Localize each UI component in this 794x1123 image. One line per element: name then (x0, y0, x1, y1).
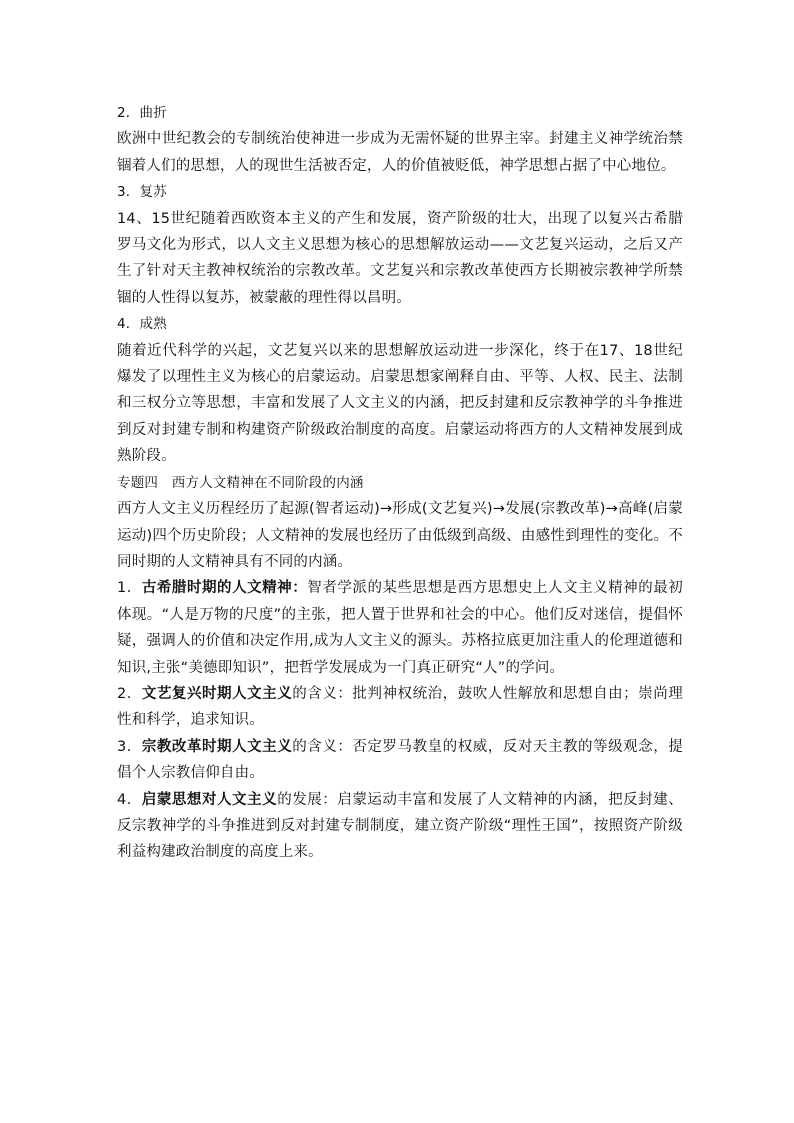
item-number: 3． (117, 738, 142, 755)
item-text: 的发展：启蒙运动丰富和发展了人文精神的内涵，把反封建、反宗教神学的斗争推进到反对封建专制制度，建立资产阶级“理性王国”，按照资产阶级利益构建政治制度的高度上来。 (117, 791, 683, 861)
section-heading-twists: 2．曲折 (117, 105, 167, 121)
item-number: 2． (117, 685, 142, 702)
section-body-twists: 欧洲中世纪教会的专制统治使神进一步成为无需怀疑的世界主宰。封建主义神学统治禁锢着人们的思想，人的现世生活被否定，人的价值被贬低，神学思想占据了中心地位。 (117, 131, 683, 174)
section-heading-maturity: 4．成熟 (117, 316, 167, 333)
section-heading-revival: 3．复苏 (117, 184, 167, 201)
item-text: 的含义：批判神权统治，鼓吹人性解放和思想自由；崇尚理性和科学，追求知识。 (117, 685, 683, 729)
document-content (117, 100, 683, 866)
item-label: 宗教改革时期人文主义 (141, 738, 293, 755)
topic-item-renaissance (117, 681, 683, 734)
topic-title: 专题四 西方人文精神在不同阶段的内涵 (117, 474, 364, 491)
item-text: 智者学派的某些思想是西方思想史上人文主义精神的最初体现。“人是万物的尺度”的主张，把人置于世界和社会的中心。他们反对迷信，提倡怀疑，强调人的价值和决定作用,成为人文主义的源头。苏格拉底更加注重人的伦理道德和知识,主张“美德即知识”，把哲学发展成为一门真正研究“人”的学问。 (117, 580, 683, 676)
item-number: 1． (117, 580, 142, 597)
section-body-revival: 14、15世纪随着西欧资本主义的产生和发展，资产阶级的壮大，出现了以复兴古希腊罗马文化为形式，以人文主义思想为核心的思想解放运动——文艺复兴运动，之后又产生了针对天主教神权统治的宗教改革。文艺复兴和宗教改革使西方长期被宗教神学所禁锢的人性得以复苏，被蒙蔽的理性得以昌明。 (117, 210, 683, 306)
item-label: 文艺复兴时期人文主义 (141, 685, 293, 702)
item-label: 古希腊时期的人文精神： (141, 580, 308, 597)
section-body-maturity: 随着近代科学的兴起，文艺复兴以来的思想解放运动进一步深化，终于在17、18世纪爆发了以理性主义为核心的启蒙运动。启蒙思想家阐释自由、平等、人权、民主、法制和三权分立等思想，丰富和发展了人文主义的内涵，把反封建和反宗教神学的斗争推进到反对封建专制和构建资产阶级政治制度的高度。启蒙运动将西方的人文精神发展到成熟阶段。 (117, 342, 683, 465)
topic-item-enlightenment (117, 787, 683, 866)
item-number: 4． (117, 791, 142, 808)
topic-intro: 西方人文主义历程经历了起源(智者运动)→形成(文艺复兴)→发展(宗教改革)→高峰(启蒙运动)四个历史阶段；人文精神的发展也经历了由低级到高级、由感性到理性的变化。不同时期的人文精神具有不同的内涵。 (117, 501, 683, 570)
topic-item-ancient-greece (117, 575, 683, 681)
item-text: 的含义：否定罗马教皇的权威，反对天主教的等级观念，提倡个人宗教信仰自由。 (117, 738, 683, 782)
topic-item-reformation (117, 734, 683, 787)
item-label: 启蒙思想对人文主义 (141, 791, 278, 808)
